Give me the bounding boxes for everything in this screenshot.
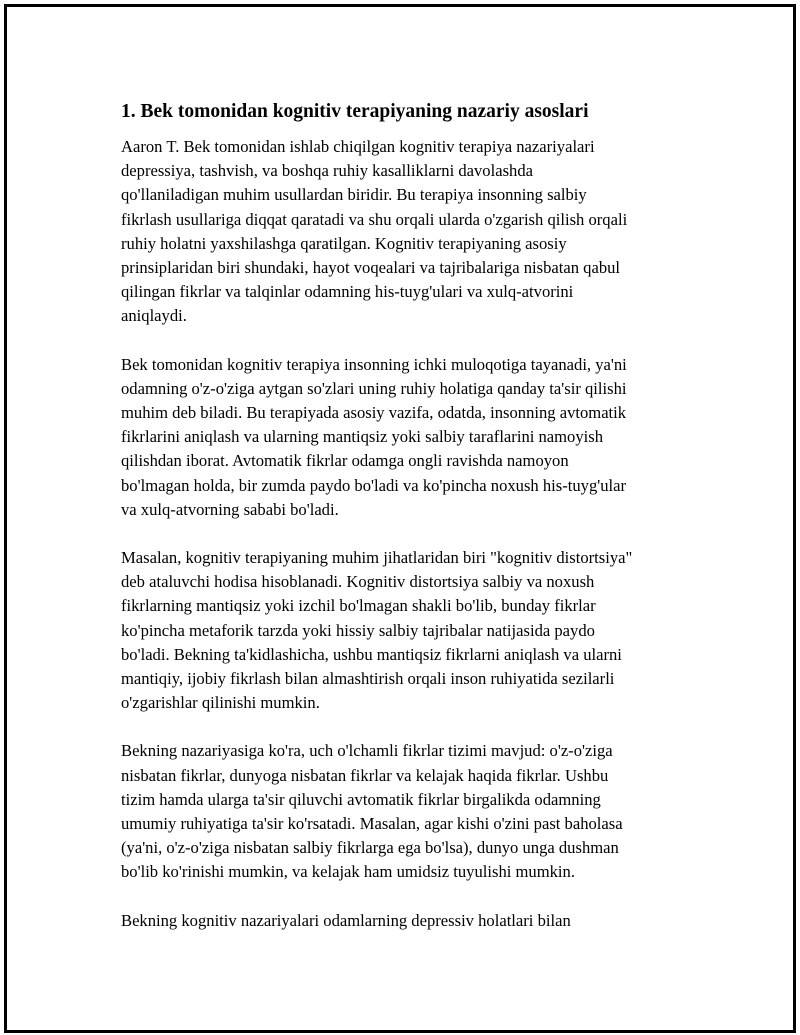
text-line: ruhiy holatni yaxshilashga qaratilgan. Kognitiv terapiyaning asosiy — [121, 233, 567, 253]
paragraph-1 — [121, 135, 693, 329]
text-line: o'zgarishlar qilinishi mumkin. — [121, 693, 320, 713]
text-line: tizim hamda ularga ta'sir qiluvchi avtomatik fikrlar birgalikda odamning — [121, 789, 601, 809]
text-line: bo'ladi. Bekning ta'kidlashicha, ushbu mantiqsiz fikrlarni aniqlash va ularni — [121, 644, 622, 664]
paragraph-2 — [121, 353, 693, 522]
text-line: va xulq-atvorning sababi bo'ladi. — [121, 499, 339, 519]
text-line: fikrlash usullariga diqqat qaratadi va shu orqali ularda o'zgarish qilish orqali — [121, 209, 628, 229]
text-line: muhim deb biladi. Bu terapiyada asosiy vazifa, odatda, insonning avtomatik — [121, 403, 627, 423]
text-line: umumiy ruhiyatiga ta'sir ko'rsatadi. Masalan, agar kishi o'zini past baholasa — [121, 814, 623, 834]
paragraph-5 — [121, 909, 693, 933]
text-line: odamning o'z-o'ziga aytgan so'zlari uning ruhiy holatiga qanday ta'sir qilishi — [121, 378, 627, 398]
text-line: deb ataluvchi hodisa hisoblanadi. Kognitiv distortsiya salbiy va noxush — [121, 572, 595, 592]
text-line: Bekning kognitiv nazariyalari odamlarning depressiv holatlari bilan — [121, 910, 571, 930]
paragraph-4 — [121, 739, 693, 884]
page-frame — [4, 4, 796, 1033]
text-line: fikrlarini aniqlash va ularning mantiqsiz yoki salbiy taraflarini namoyish — [121, 427, 604, 447]
text-line: ko'pincha metaforik tarzda yoki hissiy salbiy tajribalar natijasida paydo — [121, 620, 595, 640]
text-line: qo'llaniladigan muhim usullardan biridir. Bu terapiya insonning salbiy — [121, 185, 587, 205]
text-line: Masalan, kognitiv terapiyaning muhim jihatlaridan biri "kognitiv distortsiya" — [121, 548, 633, 568]
document-body — [121, 99, 693, 957]
text-line: bo'lmagan holda, bir zumda paydo bo'ladi va ko'pincha noxush his-tuyg'ular — [121, 475, 627, 495]
text-line: depressiya, tashvish, va boshqa ruhiy kasalliklarni davolashda — [121, 161, 533, 181]
text-line: qilishdan iborat. Avtomatik fikrlar odamga ongli ravishda namoyon — [121, 451, 569, 471]
text-line: (ya'ni, o'z-o'ziga nisbatan salbiy fikrlarga ega bo'lsa), dunyo unga dushman — [121, 838, 619, 858]
text-line: Bekning nazariyasiga ko'ra, uch o'lchamli fikrlar tizimi mavjud: o'z-o'ziga — [121, 741, 613, 761]
paragraph-3 — [121, 546, 693, 715]
text-line: aniqlaydi. — [121, 306, 187, 326]
text-line: prinsiplaridan biri shundaki, hayot voqealari va tajribalariga nisbatan qabul — [121, 258, 621, 278]
text-line: Aaron T. Bek tomonidan ishlab chiqilgan kognitiv terapiya nazariyalari — [121, 137, 595, 156]
text-line: fikrlarning mantiqsiz yoki izchil bo'lmagan shakli bo'lib, bunday fikrlar — [121, 596, 596, 616]
text-line: mantiqiy, ijobiy fikrlash bilan almashtirish orqali inson ruhiyatida sezilarli — [121, 669, 615, 689]
section-heading: 1. Bek tomonidan kognitiv terapiyaning nazariy asoslari — [121, 101, 589, 122]
text-line: qilingan fikrlar va talqinlar odamning his-tuyg'ulari va xulq-atvorini — [121, 282, 574, 302]
text-line: bo'lib ko'rinishi mumkin, va kelajak ham umidsiz tuyulishi mumkin. — [121, 862, 575, 882]
text-line: nisbatan fikrlar, dunyoga nisbatan fikrlar va kelajak haqida fikrlar. Ushbu — [121, 765, 609, 785]
text-line: Bek tomonidan kognitiv terapiya insonning ichki muloqotiga tayanadi, ya'ni — [121, 354, 627, 374]
